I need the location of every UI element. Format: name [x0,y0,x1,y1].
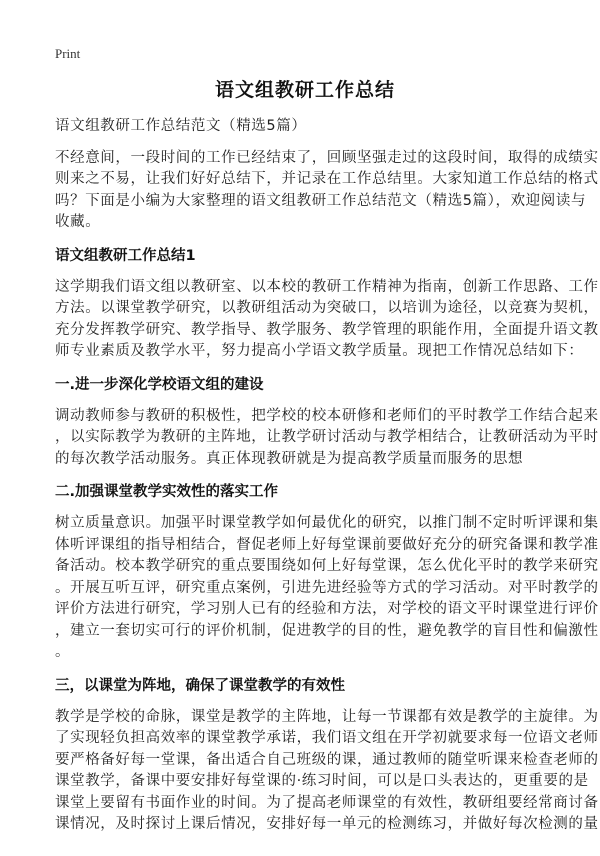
print-link[interactable]: Print [55,46,81,61]
paragraph-line: 的每次教学活动服务。真正体现教研就是为提高教学质量而服务的思想 [55,450,524,467]
part3-paragraph [55,707,599,836]
part1-paragraph [55,406,599,471]
paragraph-line: 这学期我们语文组以教研室、以本校的教研工作精神为指南，创新工作思路、工作 [55,278,599,295]
paragraph-line: 备活动。校本教学研究的重点要围绕如何上好每堂课，怎么优化平时的教学来研究 [55,558,599,574]
intro-paragraph [55,148,599,234]
paragraph-line: 树立质量意识。加强平时课堂教学如何最优化的研究，以推门制不定时听评课和集 [55,515,599,531]
page-title: 语文组教研工作总结 [214,79,395,101]
paragraph-line: 师专业素质及教学水平，努力提高小学语文教学质量。现把工作情况总结如下： [55,343,584,359]
paragraph-line: 收藏。 [55,214,101,230]
paragraph-line: 评价方法进行研究，学习别人已有的经验和方法，对学校的语文平时课堂进行评价 [55,601,599,617]
paragraph-line: 。开展互听互评，研究重点案例，引进先进经验等方式的学习活动。对平时教学的 [55,579,599,596]
paragraph-line: 调动教师参与教研的积极性，把学校的校本研修和老师们的平时教学工作结合起来 [55,407,599,424]
paragraph-line: 课堂上要留有书面作业的时间。为了提高老师课堂的有效性，教研组要经常商讨备 [55,794,599,811]
paragraph-line: ，以实际教学为教研的主阵地，让教学研讨活动与教学相结合，让教研活动为平时 [55,429,599,445]
subtitle [55,116,555,138]
part2-heading: 二.加强课堂教学实效性的落实工作 [55,484,279,500]
part2-paragraph [55,513,599,664]
paragraph-line: ，建立一套切实可行的评价机制，促进教学的目的性，避免教学的盲目性和偏激性 [55,622,599,639]
paragraph-line: 教学是学校的命脉，课堂是教学的主阵地，让每一节课都有效是教学的主旋律。为 [55,708,599,725]
paragraph-line: 方法。以课堂教学研究，以教研组活动为突破口，以培训为途径，以竞赛为契机， [55,300,599,316]
part3-heading: 三，以课堂为阵地，确保了课堂教学的有效性 [55,677,345,694]
paragraph-line: 体听评课组的指导相结合，督促老师上好每堂课前要做好充分的研究备课和教学准 [55,536,599,553]
paragraph-line: 课情况，及时探讨上课后情况，安排好每一单元的检测练习，并做好每次检测的量 [55,816,599,832]
section1-intro-paragraph [55,277,599,363]
paragraph-line: 要严格备好每一堂课，备出适合自己班级的课，通过教师的随堂听课来检查老师的 [55,751,599,768]
paragraph-line: 不经意间，一段时间的工作已经结束了，回顾坚强走过的这段时间，取得的成绩实 [55,149,599,166]
paragraph-line: 。 [55,644,71,660]
subtitle-text: 语文组教研工作总结范文（精选5篇） [55,118,307,134]
paragraph-line: 了实现轻负担高效率的课堂教学承诺，我们语文组在开学初就要求每一位语文老师 [55,730,599,746]
section1-heading: 语文组教研工作总结1 [55,247,196,264]
paragraph-line: 充分发挥教学研究、教学指导、教学服务、教学管理的职能作用，全面提升语文教 [55,321,599,338]
paragraph-line: 则来之不易，让我们好好总结下，并记录在工作总结里。大家知道工作总结的格式 [55,171,599,187]
paragraph-line: 课堂教学，备课中要安排好每堂课的·练习时间，可以是口头表达的，更重要的是 [55,773,589,789]
part1-heading: 一.进一步深化学校语文组的建设 [55,376,264,393]
paragraph-line: 吗？下面是小编为大家整理的语文组教研工作总结范文（精选5篇），欢迎阅读与 [55,192,587,209]
